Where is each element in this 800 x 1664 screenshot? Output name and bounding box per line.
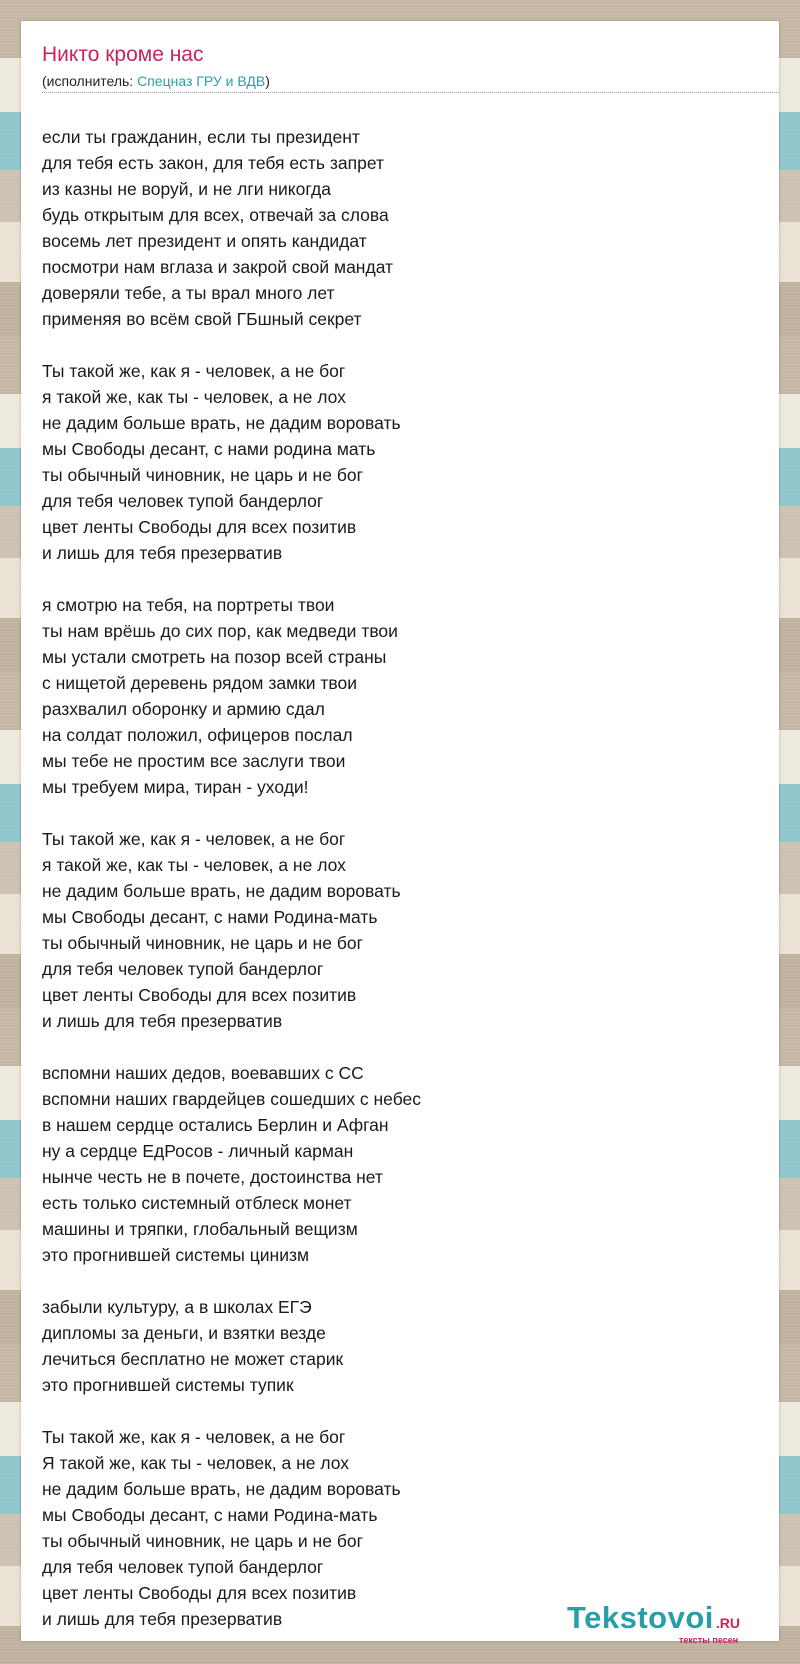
lyric-line: Ты такой же, как я - человек, а не бог bbox=[42, 361, 346, 381]
lyrics-text bbox=[42, 124, 742, 1658]
lyric-line: не дадим больше врать, не дадим воровать bbox=[42, 881, 401, 901]
lyric-line: дипломы за деньги, и взятки везде bbox=[42, 1323, 326, 1343]
lyric-line: мы Свободы десант, с нами Родина-мать bbox=[42, 907, 378, 927]
performer-prefix: (исполнитель: bbox=[42, 73, 138, 89]
lyric-line: в нашем сердце остались Берлин и Афган bbox=[42, 1115, 389, 1135]
stanza bbox=[42, 826, 742, 1034]
lyric-line: применяя во всём свой ГБшный секрет bbox=[42, 309, 362, 329]
lyric-line: забыли культуру, а в школах ЕГЭ bbox=[42, 1297, 312, 1317]
lyric-line: есть только системный отблеск монет bbox=[42, 1193, 352, 1213]
lyric-line: ну а сердце ЕдРосов - личный карман bbox=[42, 1141, 354, 1161]
lyric-line: это прогнившей системы цинизм bbox=[42, 1245, 310, 1265]
site-logo[interactable] bbox=[567, 1600, 741, 1645]
performer-suffix: ) bbox=[265, 73, 270, 89]
lyric-line: на солдат положил, офицеров послал bbox=[42, 725, 353, 745]
performer-line bbox=[42, 73, 270, 89]
lyric-line: и лишь для тебя презерватив bbox=[42, 543, 283, 563]
lyrics-card bbox=[21, 21, 779, 1645]
lyric-line: для тебя человек тупой бандерлог bbox=[42, 959, 324, 979]
stanza bbox=[42, 1060, 742, 1268]
lyric-line: мы устали смотреть на позор всей страны bbox=[42, 647, 387, 667]
lyric-line: для тебя есть закон, для тебя есть запрет bbox=[42, 153, 385, 173]
lyric-line: и лишь для тебя презерватив bbox=[42, 1609, 283, 1629]
lyric-line: разхвалил оборонку и армию сдал bbox=[42, 699, 325, 719]
title-divider bbox=[42, 92, 779, 93]
lyric-line: я такой же, как ты - человек, а не лох bbox=[42, 855, 346, 875]
lyric-line: цвет ленты Свободы для всех позитив bbox=[42, 517, 357, 537]
performer-link[interactable]: Спецназ ГРУ и ВДВ bbox=[137, 73, 266, 89]
lyric-line: Ты такой же, как я - человек, а не бог bbox=[42, 1427, 346, 1447]
song-title: Никто кроме нас bbox=[42, 43, 204, 66]
logo-tld: .RU bbox=[715, 1615, 741, 1631]
lyric-line: мы тебе не простим все заслуги твои bbox=[42, 751, 346, 771]
lyric-line: я смотрю на тебя, на портреты твои bbox=[42, 595, 335, 615]
lyric-line: если ты гражданин, если ты президент bbox=[42, 127, 360, 147]
lyric-line: цвет ленты Свободы для всех позитив bbox=[42, 985, 357, 1005]
stanza bbox=[42, 358, 742, 566]
lyric-line: из казны не воруй, и не лги никогда bbox=[42, 179, 331, 199]
lyric-line: будь открытым для всех, отвечай за слова bbox=[42, 205, 389, 225]
lyric-line: вспомни наших гвардейцев сошедших с небес bbox=[42, 1089, 422, 1109]
lyric-line: не дадим больше врать, не дадим воровать bbox=[42, 1479, 401, 1499]
lyric-line: Я такой же, как ты - человек, а не лох bbox=[42, 1453, 350, 1473]
stanza bbox=[42, 592, 742, 800]
lyric-line: мы требуем мира, тиран - уходи! bbox=[42, 777, 309, 797]
lyric-line: ты обычный чиновник, не царь и не бог bbox=[42, 465, 363, 485]
lyric-line: доверяли тебе, а ты врал много лет bbox=[42, 283, 335, 303]
lyric-line: с нищетой деревень рядом замки твои bbox=[42, 673, 358, 693]
stanza bbox=[42, 1294, 742, 1398]
lyric-line: нынче честь не в почете, достоинства нет bbox=[42, 1167, 383, 1187]
lyric-line: я такой же, как ты - человек, а не лох bbox=[42, 387, 346, 407]
lyric-line: посмотри нам вглаза и закрой свой мандат bbox=[42, 257, 394, 277]
lyric-line: не дадим больше врать, не дадим воровать bbox=[42, 413, 401, 433]
lyric-line: Ты такой же, как я - человек, а не бог bbox=[42, 829, 346, 849]
lyric-line: мы Свободы десант, с нами родина мать bbox=[42, 439, 376, 459]
lyric-line: и лишь для тебя презерватив bbox=[42, 1011, 283, 1031]
lyric-line: цвет ленты Свободы для всех позитив bbox=[42, 1583, 357, 1603]
lyric-line: это прогнившей системы тупик bbox=[42, 1375, 294, 1395]
logo-tagline: тексты песен bbox=[679, 1635, 739, 1645]
stanza bbox=[42, 124, 742, 332]
lyric-line: ты обычный чиновник, не царь и не бог bbox=[42, 1531, 363, 1551]
lyric-line: мы Свободы десант, с нами Родина-мать bbox=[42, 1505, 378, 1525]
lyric-line: ты нам врёшь до сих пор, как медведи твои bbox=[42, 621, 398, 641]
lyric-line: вспомни наших дедов, воевавших с СС bbox=[42, 1063, 364, 1083]
lyric-line: машины и тряпки, глобальный вещизм bbox=[42, 1219, 358, 1239]
lyric-line: ты обычный чиновник, не царь и не бог bbox=[42, 933, 363, 953]
lyric-line: лечиться бесплатно не может старик bbox=[42, 1349, 344, 1369]
lyric-line: восемь лет президент и опять кандидат bbox=[42, 231, 367, 251]
logo-name: Tekstovoi bbox=[567, 1600, 714, 1635]
lyric-line: для тебя человек тупой бандерлог bbox=[42, 1557, 324, 1577]
lyric-line: для тебя человек тупой бандерлог bbox=[42, 491, 324, 511]
